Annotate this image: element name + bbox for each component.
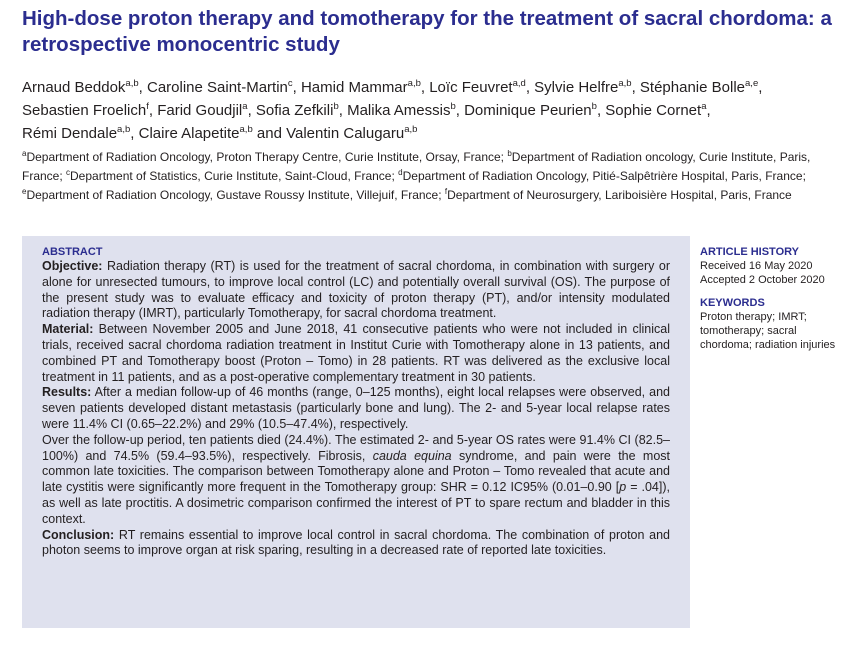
article-history-heading: ARTICLE HISTORY xyxy=(700,246,800,258)
author-affiliation-mark: a,b xyxy=(117,124,131,135)
author: Dominique Peurien$^b$, xyxy=(464,101,606,119)
keywords-line: Proton therapy; IMRT; xyxy=(700,311,807,323)
accepted-date: Accepted 2 October 2020 xyxy=(700,274,825,286)
author: Sofia Zefkili$^b$, xyxy=(255,101,348,119)
conclusion-label: Conclusion: xyxy=(42,527,115,542)
author-affiliation-mark: a,e xyxy=(745,78,759,89)
author: Claire Alapetite$^{a,b}$ and xyxy=(138,124,287,142)
affiliation: $^a$Department of Radiation Oncology, Proton Therapy Centre, Curie Institute, Orsay, France; xyxy=(22,149,508,164)
author-affiliation-mark: c xyxy=(287,78,293,89)
affiliation: $^f$Department of Neurosurgery, Lariboisière Hospital, Paris, France xyxy=(444,187,792,202)
author: Rémi Dendale$^{a,b}$, xyxy=(22,124,139,142)
article-sidebar xyxy=(700,245,850,352)
author: Loïc Feuvret$^{a,d}$, xyxy=(429,78,535,96)
objective-label: Objective: xyxy=(42,259,103,273)
abstract-results-continued: Over the follow-up period, ten patients died (24.4%). The estimated 2- and 5-year OS rates were 91.4% CI (82.5–100%) and 74.5% (59.4–93.5%), respectively. Fibrosis, cauda equina syndrome, and pain were the most common late toxicities. The comparison between Tomotherapy alone and Proton – Tomo revealed that acute and late cystitis were significantly more frequent in the Tomotherapy group: SHR = 0.12 IC95% (0.01–0.90 [p = .04]), as well as late proctitis. A dosimetric comparison confirmed the interest of PT to spare rectum and bladder in this context. xyxy=(42,432,670,526)
author-list xyxy=(22,74,852,143)
author-affiliation-mark: a,b xyxy=(618,78,632,89)
affiliation: $^b$Department of Radiation oncology, Curie Institute, Paris, France; xyxy=(22,149,811,183)
author-affiliation-mark: a,b xyxy=(404,124,418,135)
abstract-conclusion: Conclusion: RT remains essential to improve local control in sacral chordoma. The combination of proton and photon seems to improve organ at risk sparing, resulting in a decreased rate of reported late toxicities. xyxy=(42,527,670,558)
affiliation: $^e$Department of Radiation Oncology, Gustave Roussy Institute, Villejuif, France; xyxy=(22,187,445,202)
keywords xyxy=(700,296,850,352)
abstract-box xyxy=(22,236,690,628)
keywords-line: tomotherapy; sacral xyxy=(700,325,797,337)
author-affiliation-mark: a,d xyxy=(512,78,526,89)
keywords-line: chordoma; radiation injuries xyxy=(700,339,836,351)
author-affiliation-mark: a,b xyxy=(239,124,253,135)
affiliation: $^d$Department of Radiation Oncology, Pitié-Salpêtrière Hospital, Paris, France; xyxy=(398,168,806,183)
material-label: Material: xyxy=(42,322,94,337)
received-date: Received 16 May 2020 xyxy=(700,260,813,272)
author-affiliation-mark: a xyxy=(701,101,707,112)
author: Sylvie Helfre$^{a,b}$, xyxy=(534,78,640,96)
author: Arnaud Beddok$^{a,b}$, xyxy=(22,78,147,96)
author: Valentin Calugaru$^{a,b}$ xyxy=(286,124,418,142)
author-affiliation-mark: a,b xyxy=(407,78,421,89)
author-affiliation-mark: b xyxy=(591,101,597,112)
author-affiliation-mark: f xyxy=(146,101,149,112)
author: Farid Goudjil$^a$, xyxy=(157,101,256,119)
author: Malika Amessis$^b$, xyxy=(347,101,465,119)
author: Stéphanie Bolle$^{a,e}$, xyxy=(639,78,763,96)
article-title: High-dose proton therapy and tomotherapy for the treatment of sacral chordoma: a retrospective monocentric study xyxy=(22,7,832,56)
abstract-objective: Objective: Radiation therapy (RT) is used for the treatment of sacral chordoma, in combination with surgery or alone for unresected tumours, to improve local control (LC) and potentially overall survival (OS). The purpose of the present study was to evaluate efficacy and toxicity of proton therapy (PT), and/or intensity modulated radiation therapy (IMRT), particularly Tomotherapy, for sacral chordoma treatment. xyxy=(42,259,670,321)
author-affiliation-mark: a xyxy=(242,101,248,112)
author: Sebastien Froelich$^f$, xyxy=(22,101,158,119)
author-affiliation-mark: b xyxy=(450,101,456,112)
author: Hamid Mammar$^{a,b}$, xyxy=(300,78,430,96)
affiliation-list xyxy=(22,146,852,203)
keywords-heading: KEYWORDS xyxy=(700,297,765,309)
abstract-heading: ABSTRACT xyxy=(42,246,103,258)
author: Sophie Cornet$^a$, xyxy=(605,101,711,119)
author: Caroline Saint-Martin$^c$, xyxy=(146,78,301,96)
results-label: Results: xyxy=(42,385,92,400)
author-affiliation-mark: a,b xyxy=(125,78,139,89)
affiliation: $^c$Department of Statistics, Curie Institute, Saint-Cloud, France; xyxy=(66,168,399,183)
abstract-material: Material: Between November 2005 and June 2018, 41 consecutive patients who were not included in clinical trials, received sacral chordoma radiation treatment in Institut Curie with Tomotherapy alone in 13 patients, and combined PT and Tomotherapy boost (Proton – Tomo) in 28 patients. RT was delivered as the exclusive local treatment in 11 patients, and as a post-operative complementary treatment in 30 patients. xyxy=(42,322,670,384)
abstract-results: Results: After a median follow-up of 46 months (range, 0–125 months), eight local relapses were observed, and seven patients developed distant metastasis (particularly bone and lung). The 2- and 5-year local relapse rates were 11.4% CI (0.65–22.2%) and 29% (10.5–47.4%), respectively. xyxy=(42,385,670,431)
author-affiliation-mark: b xyxy=(333,101,339,112)
article-history xyxy=(700,245,850,287)
